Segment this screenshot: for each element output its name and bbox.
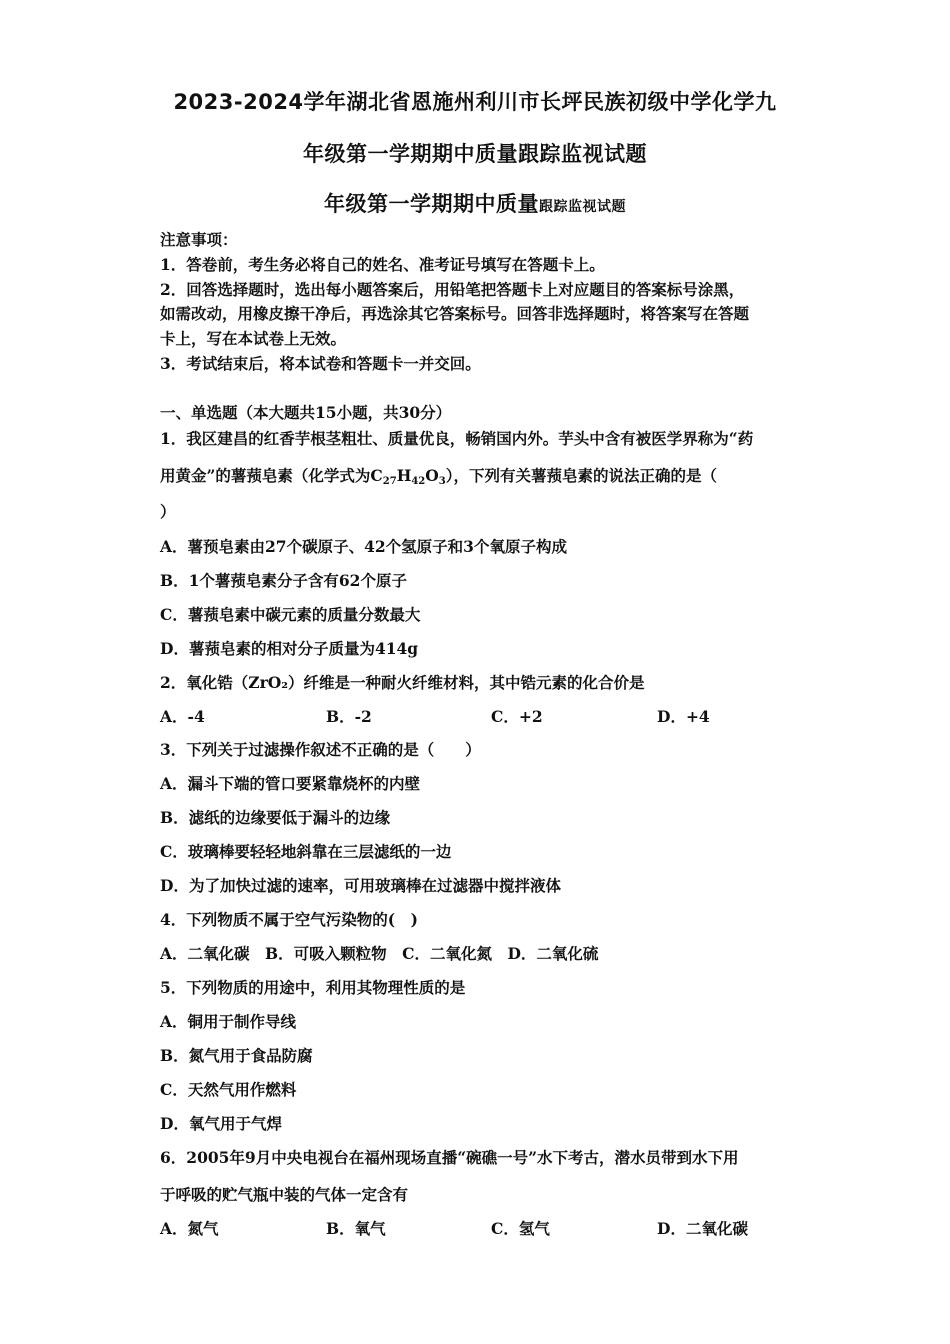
notice-item: 1．答卷前，考生务必将自己的姓名、准考证号填写在答题卡上。 [160, 255, 605, 274]
q3-stem: 3．下列关于过滤操作叙述不正确的是（ ） [160, 740, 481, 759]
q5-option-b: B．氮气用于食品防腐 [160, 1046, 313, 1065]
q3-option-a: A．漏斗下端的管口要紧靠烧杯的内壁 [160, 774, 421, 793]
q3-option-b: B．滤纸的边缘要低于漏斗的边缘 [160, 808, 391, 827]
q1-option-c: C．薯蓣皂素中碳元素的质量分数最大 [160, 605, 421, 624]
title-line-3-large: 年级第一学期期中质量 [324, 192, 539, 216]
q2-option-a: A．-4 [160, 707, 205, 726]
notice-heading: 注意事项： [160, 230, 238, 249]
q6-option-c: C．氢气 [491, 1219, 550, 1238]
q4-options: A．二氧化碳 B．可吸入颗粒物 C．二氧化氮 D．二氧化硫 [160, 944, 599, 963]
q3-option-d: D．为了加快过滤的速率，可用玻璃棒在过滤器中搅拌液体 [160, 876, 561, 895]
q1-stem-line-2: 用黄金”的薯蓣皂素（化学式为$C_{27}H_{42}O_3$），下列有关薯蓣皂素的说法正确的是（ [160, 466, 718, 487]
title-line-2: 年级第一学期期中质量跟踪监视试题 [303, 142, 647, 166]
q1-option-a: A．薯预皂素由27个碳原子、42个氢原子和3个氧原子构成 [160, 537, 567, 556]
q1-stem-line-3: ） [160, 502, 176, 521]
q6-option-d: D．二氧化碳 [657, 1219, 748, 1238]
q6-stem-line-1: 6．2005年9月中央电视台在福州现场直播“碗礁一号”水下考古，潜水员带到水下用 [160, 1148, 739, 1167]
q2-option-c: C．+2 [491, 707, 543, 726]
q6-stem-line-2: 于呼吸的贮气瓶中装的气体一定含有 [160, 1185, 409, 1204]
q6-option-b: B．氧气 [326, 1219, 386, 1238]
q1-stem-line-1: 1．我区建昌的红香芋根茎粗壮、质量优良，畅销国内外。芋头中含有被医学界称为“药 [160, 429, 754, 448]
q2-option-b: B．-2 [326, 707, 372, 726]
notice-item: 卡上，写在本试卷上无效。 [160, 329, 347, 348]
notice-item: 如需改动，用橡皮擦干净后，再选涂其它答案标号。回答非选择题时，将答案写在答题 [160, 304, 750, 323]
notice-item: 3．考试结束后，将本试卷和答题卡一并交回。 [160, 354, 481, 373]
q1-option-d: D．薯蓣皂素的相对分子质量为414g [160, 639, 419, 658]
q1-option-b: B．1个薯蓣皂素分子含有62个原子 [160, 571, 407, 590]
title-line-3-small: 跟踪监视试题 [539, 199, 626, 215]
q6-option-a: A．氮气 [160, 1219, 219, 1238]
q5-option-c: C．天然气用作燃料 [160, 1080, 297, 1099]
notice-item: 2．回答选择题时，选出每小题答案后，用铅笔把答题卡上对应题目的答案标号涂黑， [160, 280, 745, 299]
section-heading: 一、单选题（本大题共15小题，共30分） [160, 403, 452, 422]
q5-stem: 5．下列物质的用途中，利用其物理性质的是 [160, 978, 466, 997]
q5-option-d: D．氧气用于气焊 [160, 1114, 282, 1133]
q5-option-a: A．铜用于制作导线 [160, 1012, 297, 1031]
q2-option-d: D．+4 [657, 707, 710, 726]
q4-stem: 4．下列物质不属于空气污染物的( ) [160, 910, 418, 929]
title-line-1: 2023-2024学年湖北省恩施州利川市长坪民族初级中学化学九 [173, 90, 777, 114]
q3-option-c: C．玻璃棒要轻轻地斜靠在三层滤纸的一边 [160, 842, 452, 861]
title-line-3 [0, 188, 950, 218]
q2-stem: 2．氧化锆（ZrO₂）纤维是一种耐火纤维材料，其中锆元素的化合价是 [160, 673, 645, 692]
